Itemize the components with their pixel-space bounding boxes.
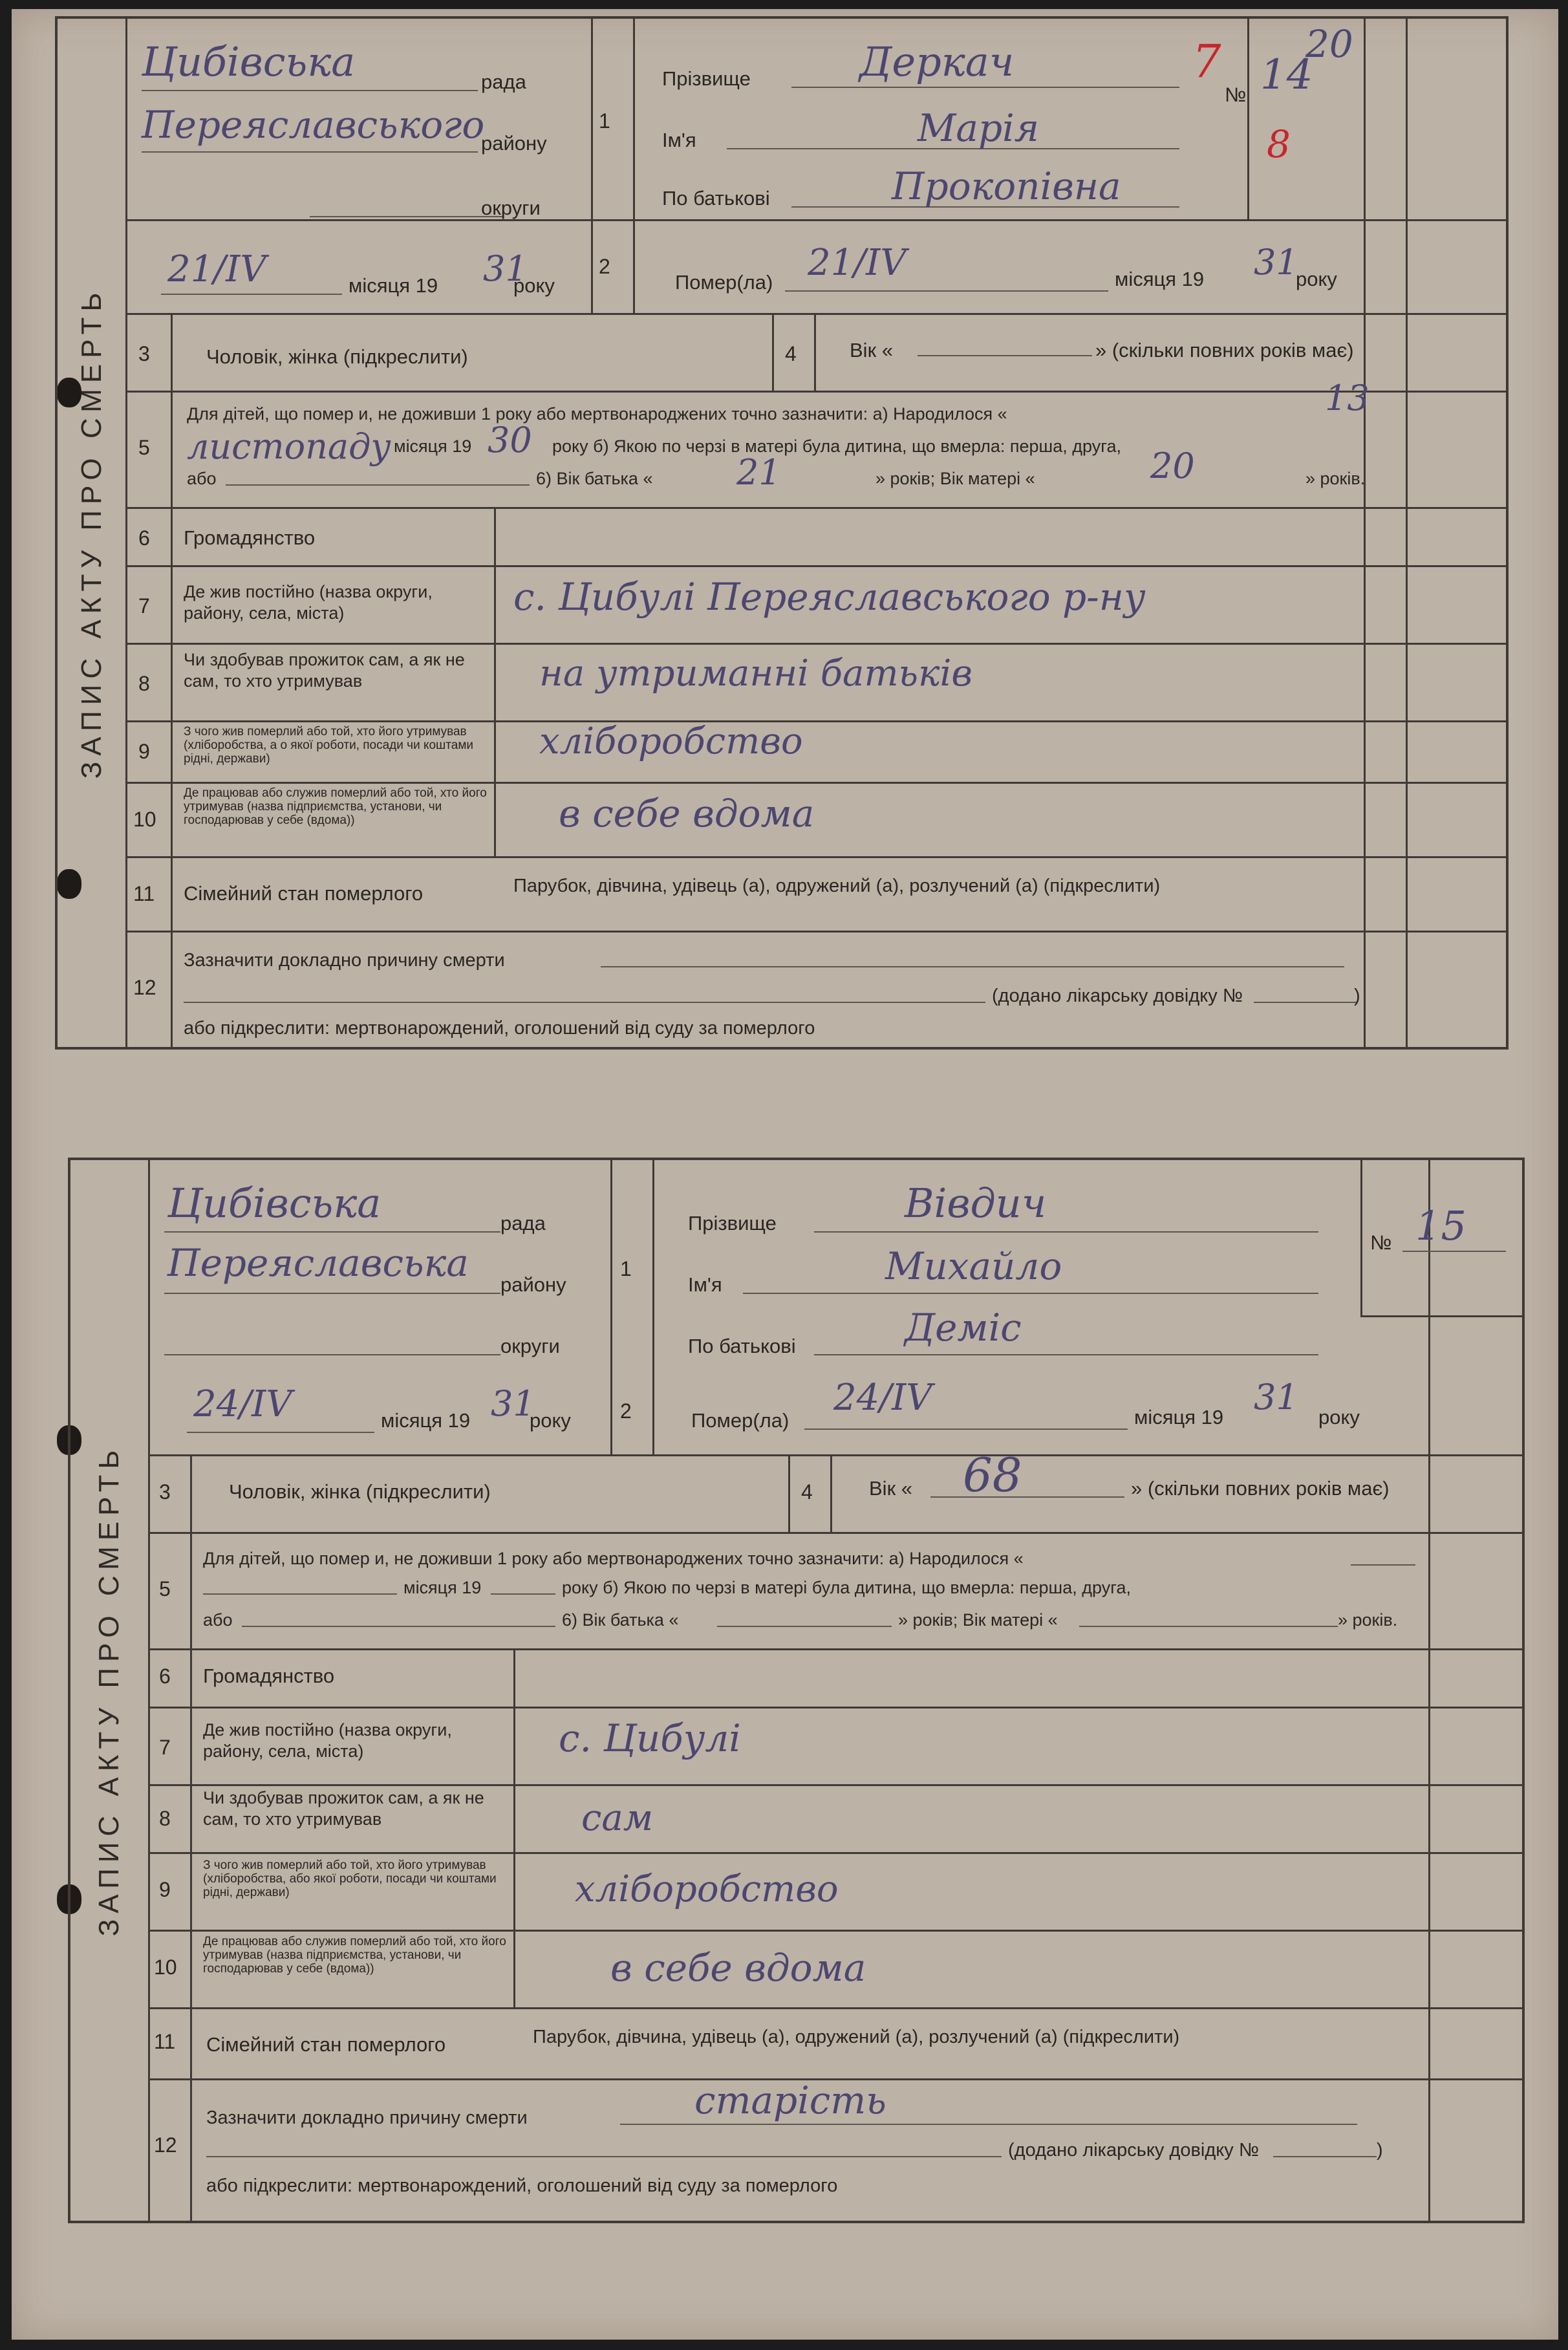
hw-born-day: 13 [1325, 378, 1369, 418]
row-number: 6 [159, 1665, 171, 1688]
label-sex: Чоловік, жінка (підкреслити) [229, 1480, 491, 1503]
hw-residence: с. Цибулі [559, 1716, 741, 1760]
label-month: місяця 19 [349, 274, 438, 297]
red-mark-8: 8 [1267, 122, 1291, 166]
hw-year: 31 [483, 248, 528, 289]
label-surname: Прізвище [662, 67, 751, 90]
row-number: 12 [133, 976, 156, 999]
hw-number-correction: 20 [1305, 22, 1353, 66]
hw-number: 15 [1415, 1202, 1466, 1249]
row-number: 8 [159, 1807, 171, 1830]
label-okruhy: округи [481, 197, 541, 219]
hw-died-date: 21/IV [808, 242, 907, 284]
label-workplace: Де працював або служив померлий або той, хто його утримував (назва підприємства, установи, чи господарював у себе (вдома)) [184, 786, 487, 827]
label-livelihood: Чи здобував прожиток сам, а як не сам, то хто утримував [203, 1788, 484, 1829]
label-child-2b: року б) Якою по черзі в матері була дитина, що вмерла: перша, друга, [562, 1578, 1131, 1597]
hw-raion: Переяславського [142, 103, 485, 147]
hw-year: 31 [491, 1383, 535, 1424]
label-sex: Чоловік, жінка (підкреслити) [206, 345, 468, 368]
label-child-3a: або [187, 469, 217, 488]
label-child-3d: » років. [1338, 1610, 1398, 1630]
label-residence: Де жив постійно (назва округи, району, села, міста) [184, 582, 433, 623]
label-age: Вік « [869, 1477, 912, 1500]
red-mark: 7 [1192, 35, 1221, 88]
label-cert: (додано лікарську довідку № [1008, 2140, 1259, 2161]
label-died-year: року [1296, 268, 1337, 290]
label-child-1: Для дітей, що помер и, не доживши 1 року або мертвонароджених точно зазначити: а) Народилося « [187, 404, 1007, 424]
label-citizenship: Громадянство [203, 1665, 335, 1687]
death-record-card-1 [55, 16, 1509, 1050]
row-number: 10 [154, 1956, 177, 1979]
label-source: З чого жив померлий або той, хто його утримував (хліборобства, а о якої роботи, посади чи коштами рідні, держави) [184, 725, 474, 766]
label-cause: Зазначити докладно причину смерти [184, 950, 505, 971]
row-number: 10 [133, 808, 156, 831]
label-residence: Де жив постійно (назва округи, району, села, міста) [203, 1720, 452, 1761]
row-number: 1 [620, 1257, 632, 1280]
row-number: 11 [133, 882, 155, 905]
hw-name: Михайло [885, 1244, 1062, 1288]
hw-workplace: в себе вдома [559, 792, 815, 835]
row-number: 7 [138, 594, 150, 618]
label-child-3c: » років; Вік матері « [875, 469, 1035, 488]
label-patronymic: По батькові [662, 187, 770, 210]
hw-raion: Переяславська [167, 1241, 469, 1285]
label-number: № [1370, 1231, 1392, 1254]
label-child-3b: 6) Вік батька « [562, 1610, 679, 1630]
label-child-3d: » років. [1305, 469, 1366, 488]
label-raionu: району [500, 1273, 566, 1296]
hw-cause: старість [694, 2078, 886, 2122]
row-number: 3 [138, 342, 150, 365]
row-number: 4 [785, 342, 797, 365]
label-died-month: місяця 19 [1115, 268, 1205, 290]
hw-date: 24/IV [193, 1383, 292, 1425]
row-number: 1 [599, 109, 610, 133]
label-cert-end: ) [1377, 2140, 1383, 2161]
label-cause: Зазначити докладно причину смерти [206, 2107, 528, 2128]
label-cert-end: ) [1354, 986, 1360, 1006]
hw-workplace: в себе вдома [610, 1946, 866, 1990]
hw-mother-age: 20 [1150, 446, 1195, 486]
hw-source: хліборобство [539, 720, 803, 762]
hw-rada: Цибівська [167, 1180, 381, 1227]
label-surname: Прізвище [688, 1212, 777, 1234]
row-number: 8 [138, 672, 150, 695]
hw-father-age: 21 [736, 452, 781, 493]
hw-patronymic: Деміс [905, 1306, 1022, 1350]
row-number: 7 [159, 1736, 171, 1759]
hw-livelihood: на утриманні батьків [539, 652, 972, 695]
label-died-month: місяця 19 [1134, 1406, 1224, 1428]
row-number: 11 [154, 2030, 176, 2053]
label-died-year: року [1318, 1406, 1360, 1428]
hw-residence: с. Цибулі Переяславського р-ну [513, 575, 1146, 619]
label-workplace: Де працював або служив померлий або той, хто його утримував (назва підприємства, установи, чи господарював у себе (вдома)) [203, 1935, 506, 1976]
label-marital: Сімейний стан померлого [206, 2033, 446, 2056]
label-died: Помер(ла) [675, 271, 773, 294]
label-raionu: району [481, 132, 547, 155]
label-stillborn: або підкреслити: мертвонарождений, оголошений від суду за померлого [206, 2175, 838, 2196]
side-title: ЗАПИС АКТУ ПРО СМЕРТЬ [58, 19, 127, 1047]
label-child-2: місяця 19 [403, 1578, 482, 1597]
label-child-2: місяця 19 [394, 437, 472, 456]
label-cert: (додано лікарську довідку № [992, 986, 1243, 1006]
label-age-suffix: » (скільки повних років має) [1131, 1477, 1390, 1500]
row-number: 9 [159, 1878, 171, 1901]
label-marital-options: Парубок, дівчина, удівець (а), одружений (а), розлучений (а) (підкреслити) [513, 876, 1161, 896]
hw-born-month: листопаду [187, 426, 391, 467]
row-number: 12 [154, 2133, 177, 2157]
label-died: Помер(ла) [691, 1409, 789, 1432]
row-number: 2 [620, 1399, 632, 1423]
hw-patronymic: Прокопівна [892, 164, 1121, 208]
row-number: 6 [138, 526, 150, 550]
death-record-card-2 [68, 1158, 1525, 2223]
label-rada: рада [481, 70, 526, 93]
side-title: ЗАПИС АКТУ ПРО СМЕРТЬ [70, 1160, 150, 2221]
row-number: 4 [801, 1480, 813, 1504]
label-child-2b: року б) Якою по черзі в матері була дитина, що вмерла: перша, друга, [552, 437, 1121, 456]
hw-died-year: 31 [1254, 242, 1298, 283]
hw-surname: Вівдич [905, 1180, 1047, 1227]
hw-age: 68 [963, 1448, 1022, 1502]
row-number: 5 [138, 436, 150, 459]
label-month: місяця 19 [381, 1409, 471, 1432]
hw-name: Марія [918, 106, 1040, 150]
hw-date: 21/IV [167, 248, 266, 290]
hw-born-year: 30 [488, 420, 532, 460]
hw-died-date: 24/IV [833, 1377, 932, 1419]
label-marital-options: Парубок, дівчина, удівець (а), одружений (а), розлучений (а) (підкреслити) [533, 2027, 1180, 2047]
hw-died-year: 31 [1254, 1377, 1298, 1418]
label-name: Ім'я [662, 129, 696, 151]
label-year: року [513, 274, 555, 297]
label-child-3b: 6) Вік батька « [536, 469, 653, 488]
label-name: Ім'я [688, 1273, 722, 1296]
label-child-1: Для дітей, що помер и, не доживши 1 року або мертвонароджених точно зазначити: а) Народилося « [203, 1549, 1024, 1568]
label-source: З чого жив померлий або той, хто його утримував (хліборобства, або якої роботи, посади чи коштами рідні, держави) [203, 1859, 497, 1899]
label-age-suffix: » (скільки повних років має) [1095, 339, 1354, 361]
label-stillborn: або підкреслити: мертвонарождений, оголошений від суду за померлого [184, 1018, 815, 1039]
label-citizenship: Громадянство [184, 526, 316, 549]
hw-source: хліборобство [575, 1868, 839, 1910]
label-number: № [1225, 83, 1247, 106]
hw-surname: Деркач [859, 38, 1015, 85]
label-okruhy: округи [500, 1335, 560, 1357]
hw-number: 14 [1260, 51, 1313, 99]
hw-livelihood: сам [581, 1797, 654, 1839]
label-patronymic: По батькові [688, 1335, 796, 1357]
row-number: 9 [138, 740, 150, 763]
label-age: Вік « [850, 339, 893, 361]
hw-rada: Цибівська [142, 38, 356, 85]
row-number: 2 [599, 255, 610, 278]
label-livelihood: Чи здобував прожиток сам, а як не сам, то хто утримував [184, 650, 465, 691]
row-number: 3 [159, 1480, 171, 1504]
label-rada: рада [500, 1212, 546, 1234]
row-number: 5 [159, 1577, 171, 1601]
label-year: року [530, 1409, 571, 1432]
label-child-3c: » років; Вік матері « [898, 1610, 1058, 1630]
label-child-3a: або [203, 1610, 233, 1630]
label-marital: Сімейний стан померлого [184, 882, 424, 905]
